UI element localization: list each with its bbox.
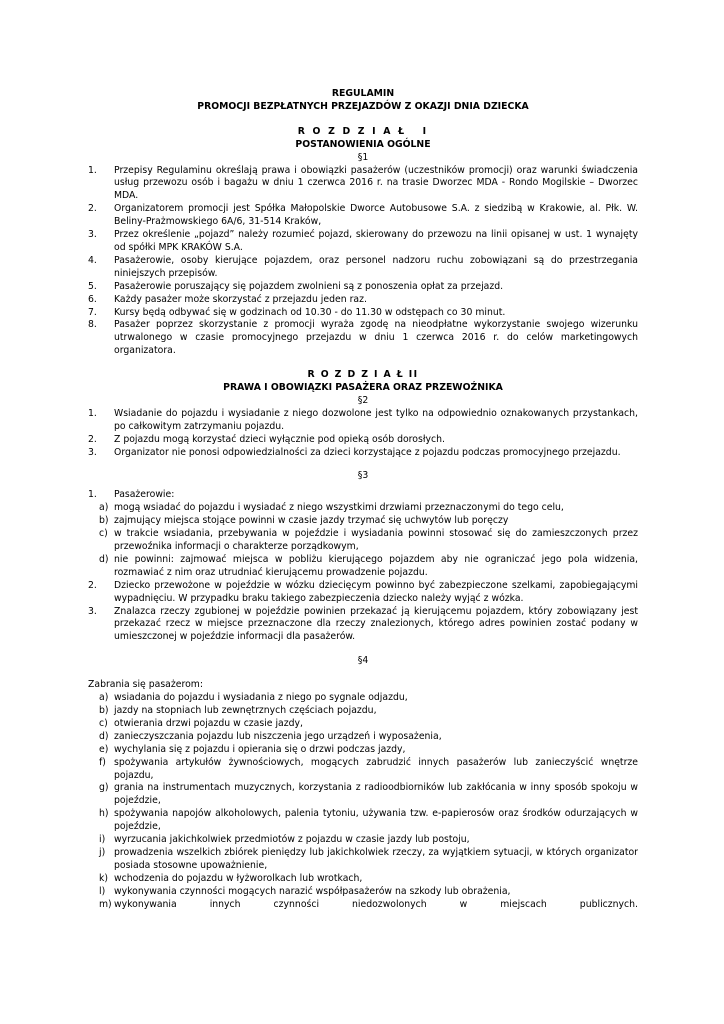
chapter-1-label: R O Z D Z I A Ł I <box>297 125 429 137</box>
sub-list-item: e) wychylania się z pojazdu i opierania się o drzwi podczas jazdy, <box>99 743 406 755</box>
list-item: 1. Przepisy Regulaminu określają prawa i obowiązki pasażerów (uczestników promocji) oraz warunki świadczenia usług przewozu osób i bagażu w dniu 1 czerwca 2016 r. na trasie Dworzec MDA - Rondo Mogilskie – Dworzec MDA. <box>88 164 638 202</box>
list-item: 3. Znalazca rzeczy zgubionej w pojeździe powinien przekazać ją kierującemu pojazdem, który zobowiązany jest przekazać rzecz w miejsce przeznaczone dla rzeczy znalezionych, którego adres powinien zostać podany w umieszczonej w pojeździe informacji dla pasażerów. <box>88 605 638 643</box>
chapter-1-title: POSTANOWIENIA OGÓLNE <box>295 138 431 150</box>
chapter-2-label: R O Z D Z I A Ł II <box>307 369 419 381</box>
paragraph-2-mark: §2 <box>357 394 369 406</box>
sub-list-item: b) zajmujący miejsca stojące powinni w czasie jazdy trzymać się uchwytów lub poręczy <box>99 515 509 527</box>
list-item: 2. Dziecko przewożone w pojeździe w wózku dziecięcym powinno być zabezpieczone szelkami, zapobiegającymi wypadnięciu. W przypadku braku takiego zabezpieczenia dziecko należy wyjąć z wózka. <box>88 579 638 604</box>
list-item: 7. Kursy będą odbywać się w godzinach od 10.30 - do 11.30 w odstępach co 30 minut. <box>88 306 506 318</box>
sub-list-item: f) spożywania artykułów żywnościowych, mogących zabrudzić innych pasażerów lub zanieczyścić wnętrze pojazdu, <box>99 756 638 781</box>
list-item: 8. Pasażer poprzez skorzystanie z promocji wyraża zgodę na nieodpłatne wykorzystanie swojego wizerunku utrwalonego w czasie promocyjnego przejazdu w dniu 1 czerwca 2016 r. do celów marketingowych organizatora. <box>88 319 638 357</box>
sub-list-item: d) nie powinni: zajmować miejsca w pobliżu kierującego pojazdem aby nie ograniczać jego pola widzenia, rozmawiać z nim oraz utrudniać kierującemu prowadzenie pojazdu. <box>99 553 638 578</box>
sub-list-item: b) jazdy na stopniach lub zewnętrznych częściach pojazdu, <box>99 704 377 716</box>
list-item: 1. Wsiadanie do pojazdu i wysiadanie z niego dozwolone jest tylko na odpowiednio oznakowanych przystankach, po całkowitym zatrzymaniu pojazdu. <box>88 407 638 432</box>
sub-list-item: l) wykonywania czynności mogących narazić współpasażerów na szkody lub obrażenia, <box>99 885 511 897</box>
document-subtitle: PROMOCJI BEZPŁATNYCH PRZEJAZDÓW Z OKAZJI DNIA DZIECKA <box>197 100 529 112</box>
list-item: 3. Organizator nie ponosi odpowiedzialności za dzieci korzystające z pojazdu podczas promocyjnego przejazdu. <box>88 446 621 458</box>
list-item: 4. Pasażerowie, osoby kierujące pojazdem, oraz personel nadzoru ruchu zobowiązani są do przestrzegania niniejszych przepisów. <box>88 254 638 279</box>
list-item: 6. Każdy pasażer może skorzystać z przejazdu jeden raz. <box>88 293 367 305</box>
list-item: 2. Organizatorem promocji jest Spółka Małopolskie Dworce Autobusowe S.A. z siedzibą w Krakowie, al. Płk. W. Beliny-Prażmowskiego 6A/6, 31-514 Kraków, <box>88 203 638 228</box>
document-title: REGULAMIN <box>331 88 395 99</box>
sub-list-item: i) wyrzucania jakichkolwiek przedmiotów z pojazdu w czasie jazdy lub postoju, <box>99 834 470 846</box>
paragraph-1-mark: §1 <box>357 151 369 163</box>
sub-list-item: d) zanieczyszczania pojazdu lub niszczenia jego urządzeń i wyposażenia, <box>99 730 442 742</box>
prohibitions-intro: Zabrania się pasażerom: <box>88 679 203 691</box>
chapter-2-title: PRAWA I OBOWIĄZKI PASAŻERA ORAZ PRZEWOŹNIKA <box>223 382 503 394</box>
sub-list-item: a) wsiadania do pojazdu i wysiadania z niego po sygnale odjazdu, <box>99 692 408 704</box>
list-item: 5. Pasażerowie poruszający się pojazdem zwolnieni są z ponoszenia opłat za przejazd. <box>88 280 504 292</box>
list-item: 3. Przez określenie „pojazd” należy rozumieć pojazd, skierowany do przewozu na linii opisanej w ust. 1 wynajęty od spółki MPK KRAKÓW S.A. <box>88 229 638 253</box>
sub-list-item: c) otwierania drzwi pojazdu w czasie jazdy, <box>99 717 303 729</box>
paragraph-4-mark: §4 <box>357 655 369 667</box>
sub-list-item: k) wchodzenia do pojazdu w łyżworolkach lub wrotkach, <box>99 872 363 884</box>
list-item: 1. Pasażerowie: <box>88 489 175 501</box>
list-item: 2. Z pojazdu mogą korzystać dzieci wyłącznie pod opieką osób dorosłych. <box>88 433 445 445</box>
sub-list-item: h) spożywania napojów alkoholowych, palenia tytoniu, używania tzw. e-papierosów oraz środków odurzających w pojeździe, <box>99 808 638 833</box>
paragraph-3-mark: §3 <box>357 470 369 482</box>
sub-list-item: j) prowadzenia wszelkich zbiórek pieniędzy lub jakichkolwiek rzeczy, za wyjątkiem sytuacji, w których organizator posiada stosowne upoważnienie, <box>99 846 638 871</box>
sub-list-item: g) grania na instrumentach muzycznych, korzystania z radioodbiorników lub zakłócania w inny sposób spokoju w pojeździe, <box>99 782 638 807</box>
sub-list-item: a) mogą wsiadać do pojazdu i wysiadać z niego wszystkimi drzwiami przeznaczonymi do tego celu, <box>99 502 564 514</box>
sub-list-item: c) w trakcie wsiadania, przebywania w pojeździe i wysiadania powinni stosować się do zamieszczonych przez przewoźnika informacji o charakterze porządkowym, <box>99 528 638 552</box>
document-body <box>88 88 638 911</box>
sub-list-item: m) wykonywania innych czynności niedozwolonych w miejscach publicznych. <box>99 898 638 910</box>
